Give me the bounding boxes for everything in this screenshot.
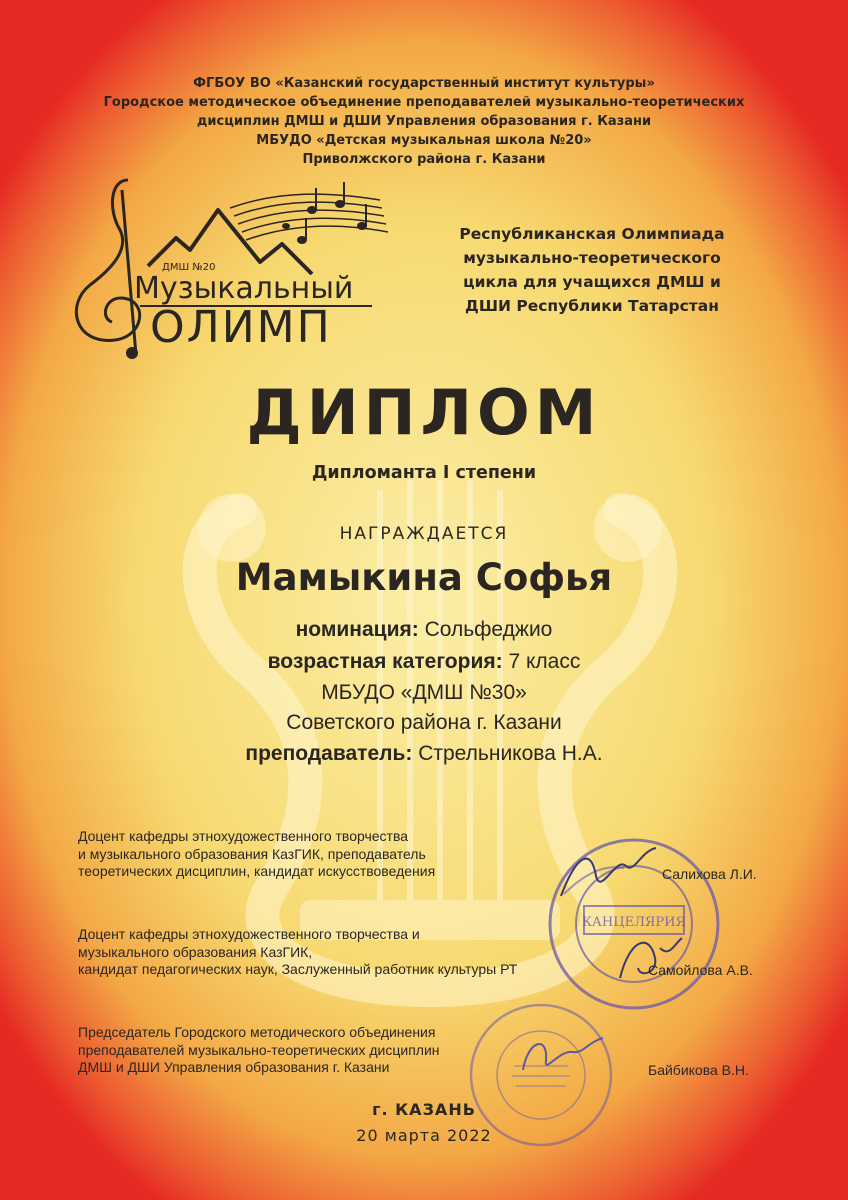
signatory-3-position [78,1024,440,1077]
music-notes-icon [282,182,367,244]
awarded-label: НАГРАЖДАЕТСЯ [339,524,509,544]
treble-clef-icon [76,180,139,340]
diploma-title: ДИПЛОМ [246,376,602,449]
organizers-header [40,74,808,169]
svg-text:ДМШ №20: ДМШ №20 [162,262,216,273]
recipient-name: Мамыкина Софья [235,556,613,599]
age-value: 7 класс [508,650,581,673]
signatory-line: кандидат педагогических наук, Заслуженный работник культуры РТ [78,961,518,977]
nomination-value: Сольфеджио [424,618,553,641]
age-line [0,650,848,674]
teacher-label: преподаватель: [245,742,413,765]
header-line: Городское методическое объединение преподавателей музыкально-теоретических [103,95,745,110]
signatory-line: Доцент кафедры этнохудожественного творчества и [78,926,420,942]
issue-date: 20 марта 2022 [356,1126,492,1145]
olympiad-line: цикла для учащихся ДМШ и [463,273,721,291]
header-line: МБУДО «Детская музыкальная школа №20» [256,133,592,148]
nomination-label: номинация: [295,618,419,641]
signatory-2-position [78,926,517,979]
signatory-line: Доцент кафедры этнохудожественного творчества [78,828,409,844]
school-line-1: МБУДО «ДМШ №30» [321,681,527,704]
olympiad-title [414,222,770,318]
signatory-3-name: Байбикова В.Н. [648,1062,749,1078]
signatory-2-name: Самойлова А.В. [648,962,753,978]
signatory-line: ДМШ и ДШИ Управления образования г. Казани [78,1059,390,1075]
signatory-1-name: Салихова Л.И. [662,866,757,882]
svg-text:ОЛИМП: ОЛИМП [150,302,332,353]
signatory-line: Председатель Городского методического объединения [78,1024,436,1040]
diploma-degree: Дипломанта I степени [311,463,537,483]
age-label: возрастная категория: [267,650,503,673]
city: г. КАЗАНЬ [372,1100,476,1119]
signatory-line: преподавателей музыкально-теоретических дисциплин [78,1041,440,1058]
header-line: ФГБОУ ВО «Казанский государственный институт культуры» [193,76,655,91]
header-line: дисциплин ДМШ и ДШИ Управления образования г. Казани [196,114,652,129]
svg-text:Музыкальный: Музыкальный [134,271,354,306]
signatory-line: теоретических дисциплин, кандидат искусствоведения [78,863,436,879]
musical-olymp-logo [50,170,390,360]
stamp-text: КАНЦЕЛЯРИЯ [582,915,686,930]
signature-samoilova [610,928,690,988]
olympiad-line: ДШИ Республики Татарстан [465,297,719,315]
signature-salikhova [556,836,676,906]
signatory-line: и музыкального образования КазГИК, преподаватель [78,845,426,862]
nomination-line [0,618,848,642]
signatory-line: музыкального образования КазГИК, [78,943,313,960]
signature-baibikova [518,1030,608,1080]
school-line-2: Советского района г. Казани [286,711,562,734]
olympiad-line: музыкально-теоретического [463,249,721,267]
teacher-value: Стрельникова Н.А. [418,742,603,765]
header-line: Приволжского района г. Казани [302,152,546,167]
signatory-1-position [78,828,435,881]
teacher-line [0,742,848,766]
olympiad-line: Республиканская Олимпиада [459,225,725,243]
